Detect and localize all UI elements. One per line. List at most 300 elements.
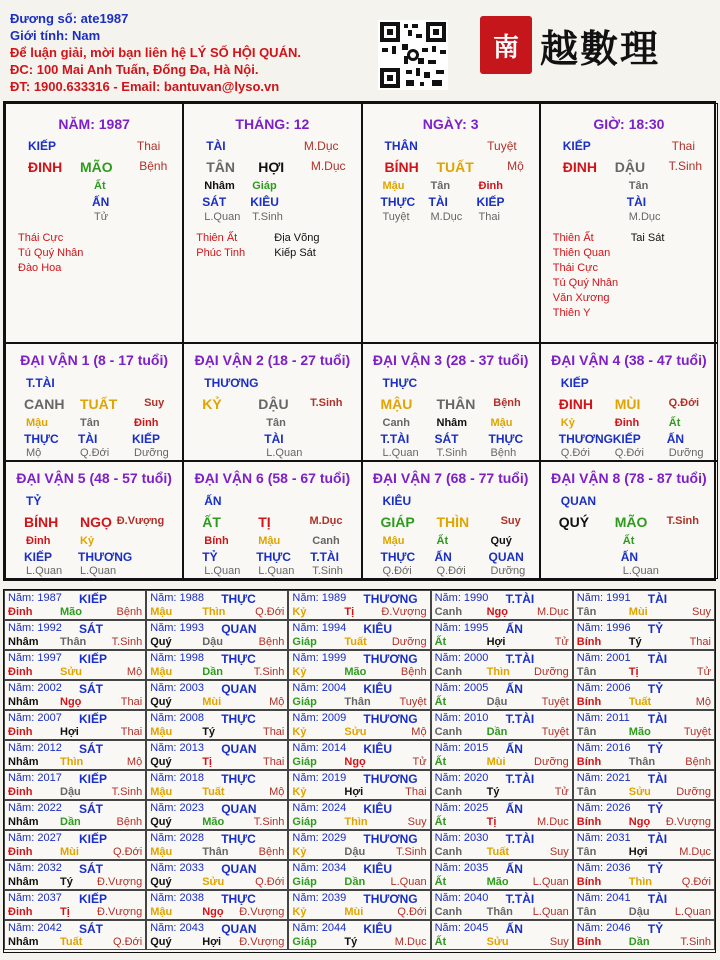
year-cell [4, 740, 146, 770]
year-label: Năm: 2037 [8, 892, 62, 904]
year-label: Năm: 2025 [434, 802, 489, 814]
year-chi: Mão [60, 606, 82, 618]
year-label: Năm: 1998 [150, 652, 204, 664]
pillar-top-star: KIẾP [28, 139, 57, 153]
year-star: THỰC [221, 892, 256, 906]
dai-van-hidden: Ất [622, 535, 635, 547]
year-can: Kỷ [292, 666, 307, 678]
year-cell [146, 830, 288, 860]
year-star: SÁT [79, 862, 103, 876]
year-label: Năm: 2040 [434, 892, 489, 904]
year-star: THƯƠNG [363, 592, 418, 606]
year-chi: Ngọ [628, 816, 651, 828]
dai-van-chi: NGỌ [80, 514, 112, 530]
year-chi: Mùi [202, 696, 222, 708]
dai-van-title: ĐẠI VẬN 4 (38 - 47 tuổi) [551, 352, 707, 368]
dai-van-hidden: Kỷ [80, 535, 95, 547]
year-can: Bính [576, 636, 602, 648]
year-cell [431, 710, 573, 740]
year-ts: Q.Đới [112, 846, 143, 858]
brand-logo: 越數理 [540, 26, 661, 71]
year-ts: Thai [689, 636, 711, 648]
year-cell [4, 590, 146, 620]
year-can: Mậu [150, 786, 173, 798]
year-can: Tân [576, 846, 597, 858]
year-cell [288, 710, 430, 740]
pillar-cell [183, 103, 361, 343]
pillar-top-star: KIẾP [562, 139, 591, 153]
year-can: Tân [576, 906, 597, 918]
year-row [4, 860, 715, 890]
pillar-can: BÍNH [384, 159, 419, 175]
year-chi: Thìn [202, 606, 226, 618]
pillar-chi-ts: Bệnh [139, 159, 168, 173]
hidden-star: TÀI [626, 195, 647, 209]
year-can: Ất [434, 816, 447, 828]
annual-luck-table [3, 589, 716, 953]
dai-van-can: GIÁP [380, 514, 415, 530]
year-star: KIÊU [363, 862, 393, 876]
year-label: Năm: 2028 [150, 832, 204, 844]
year-cell [573, 770, 715, 800]
dai-van-hidden-ts: Q.Đới [382, 565, 412, 577]
year-star: T.TÀI [505, 892, 535, 906]
year-label: Năm: 1992 [8, 622, 62, 634]
year-star: KIÊU [363, 742, 393, 756]
year-ts: Mộ [126, 756, 143, 768]
year-ts: Tuyệt [399, 696, 427, 708]
auxiliary-star: Kiếp Sát [274, 247, 316, 259]
year-star: ẤN [505, 802, 523, 816]
dai-van-hidden: Bính [204, 535, 229, 547]
address-line: ĐC: 100 Mai Anh Tuấn, Đống Đa, Hà Nội. [10, 62, 259, 77]
year-label: Năm: 1994 [292, 622, 347, 634]
year-label: Năm: 1995 [434, 622, 489, 634]
year-label: Năm: 2016 [576, 742, 631, 754]
year-can: Nhâm [8, 816, 39, 828]
year-chi: Ngọ [486, 606, 508, 618]
dai-van-can: KỶ [202, 396, 222, 412]
year-can: Đinh [8, 666, 33, 678]
dai-van-can: MẬU [380, 396, 413, 412]
dai-van-hidden-star: ẤN [620, 550, 639, 564]
pillar-chi-ts: M.Dục [310, 159, 346, 173]
year-chi: Tý [344, 936, 358, 948]
dai-van-title: ĐẠI VẬN 7 (68 - 77 tuổi) [372, 470, 529, 486]
year-can: Đinh [8, 606, 33, 618]
year-chi: Sửu [60, 666, 83, 678]
year-cell [431, 920, 573, 950]
year-cell [573, 590, 715, 620]
year-ts: Thai [120, 726, 143, 738]
year-star: QUAN [221, 862, 257, 876]
dai-van-hidden: Quý [490, 535, 512, 547]
year-can: Canh [434, 726, 463, 738]
dai-van-title: ĐẠI VẬN 3 (28 - 37 tuổi) [372, 352, 529, 368]
year-cell [431, 590, 573, 620]
hidden-stem: Giáp [252, 180, 277, 192]
year-cell [288, 740, 430, 770]
year-label: Năm: 2017 [8, 772, 62, 784]
year-star: THƯƠNG [363, 652, 418, 666]
year-can: Quý [150, 816, 172, 828]
year-label: Năm: 2009 [292, 712, 347, 724]
year-can: Canh [434, 906, 463, 918]
year-star: TỶ [647, 802, 664, 816]
year-ts: Tử [554, 636, 569, 648]
year-can: Quý [150, 756, 172, 768]
year-cell [431, 770, 573, 800]
year-can: Mậu [150, 666, 173, 678]
year-chi: Sửu [486, 936, 509, 948]
year-label: Năm: 2021 [576, 772, 631, 784]
year-can: Đinh [8, 726, 33, 738]
year-can: Giáp [292, 696, 317, 708]
dai-van-hidden-star: ẤN [434, 550, 452, 564]
year-chi: Thân [486, 906, 513, 918]
year-ts: Bệnh [258, 846, 285, 858]
dai-van-hidden-ts: L.Quan [26, 565, 63, 577]
year-ts: Mộ [269, 786, 285, 798]
auxiliary-star: Phúc Tinh [196, 247, 246, 259]
year-ts: Đ.Vượng [381, 606, 427, 618]
hidden-stem: Tân [628, 180, 649, 192]
year-can: Nhâm [8, 756, 39, 768]
dai-van-hidden: Tân [80, 417, 100, 429]
year-cell [288, 860, 430, 890]
year-star: THƯƠNG [363, 712, 418, 726]
year-cell [4, 770, 146, 800]
year-label: Năm: 2015 [434, 742, 489, 754]
year-cell [573, 710, 715, 740]
dai-van-hidden-star: SÁT [434, 432, 459, 446]
dai-van-hidden-star: T.TÀI [310, 550, 339, 564]
dai-van-hidden-ts: Q.Đới [560, 447, 590, 459]
year-star: KIÊU [363, 802, 393, 816]
year-star: TỶ [647, 682, 664, 696]
year-cell [431, 680, 573, 710]
pillar-cell [362, 103, 540, 343]
year-label: Năm: 1990 [434, 592, 489, 604]
year-cell [573, 890, 715, 920]
year-cell [573, 860, 715, 890]
year-chi: Dần [486, 726, 508, 738]
year-ts: Tuyệt [541, 696, 569, 708]
year-chi: Tuất [486, 846, 509, 858]
dai-van-hidden-ts: Q.Đới [614, 447, 644, 459]
year-cell [146, 770, 288, 800]
pillar-chi: HỢI [258, 159, 285, 175]
year-star: THƯƠNG [363, 772, 418, 786]
dai-van-can: BÍNH [24, 514, 59, 530]
hidden-ts: L.Quan [204, 211, 241, 223]
hidden-star: KIẾP [476, 195, 505, 209]
year-can: Mậu [150, 906, 173, 918]
auxiliary-star: Đào Hoa [18, 262, 62, 274]
dai-van-star: THỰC [382, 376, 418, 390]
year-star: ẤN [505, 742, 523, 756]
year-can: Giáp [292, 636, 317, 648]
year-ts: Thai [262, 756, 285, 768]
year-ts: L.Quan [674, 906, 711, 918]
dai-van-hidden-star: TÀI [78, 432, 98, 446]
hidden-star: ẤN [92, 195, 110, 209]
year-can: Canh [434, 846, 463, 858]
year-can: Giáp [292, 756, 317, 768]
year-label: Năm: 1996 [576, 622, 631, 634]
year-label: Năm: 1999 [292, 652, 347, 664]
year-row [4, 770, 715, 800]
year-label: Năm: 2020 [434, 772, 489, 784]
year-star: KIẾP [79, 832, 108, 846]
year-cell [288, 680, 430, 710]
year-star: QUAN [221, 682, 257, 696]
hidden-star: THỰC [380, 195, 416, 209]
year-label: Năm: 1987 [8, 592, 62, 604]
year-chi: Sửu [628, 786, 651, 798]
dai-van-chi: DẬU [258, 396, 289, 412]
year-row [4, 650, 715, 680]
year-ts: Đ.Vượng [97, 906, 143, 918]
dai-van-hidden-star: THƯƠNG [558, 432, 613, 446]
year-chi: Thìn [60, 756, 84, 768]
dai-van-hidden-ts: T.Sinh [436, 447, 468, 459]
year-cell [573, 800, 715, 830]
auxiliary-star: Thiên Y [552, 307, 591, 319]
pillar-chi: TUẤT [436, 159, 474, 175]
year-star: SÁT [79, 922, 103, 936]
dai-van-hidden-star: TÀI [264, 432, 284, 446]
year-star: THỰC [221, 832, 256, 846]
dai-van-ts: T.Sinh [666, 515, 699, 527]
year-chi: Mùi [628, 606, 648, 618]
year-ts: Tử [696, 666, 711, 678]
dai-van-hidden-star: THỰC [488, 432, 524, 446]
year-cell [4, 800, 146, 830]
year-label: Năm: 1989 [292, 592, 347, 604]
dai-van-hidden: Mậu [26, 417, 48, 429]
year-chi: Thìn [628, 876, 653, 888]
year-chi: Hợi [628, 846, 648, 858]
year-label: Năm: 2010 [434, 712, 489, 724]
auxiliary-star: Thiên Ất [196, 232, 238, 244]
year-star: THỰC [221, 712, 256, 726]
year-chi: Hợi [486, 636, 506, 648]
dai-van-hidden-ts: L.Quan [382, 447, 419, 459]
year-chi: Ngọ [344, 756, 366, 768]
dai-van-chi: THÌN [436, 514, 470, 530]
dai-van-hidden-star: KIẾP [612, 432, 641, 446]
pillar-cell [5, 103, 183, 343]
dai-van-cell [183, 461, 361, 579]
year-can: Nhâm [8, 636, 39, 648]
year-cell [146, 710, 288, 740]
year-star: TÀI [647, 712, 668, 726]
dai-van-hidden-star: KIẾP [24, 550, 53, 564]
client-info [10, 10, 301, 95]
year-can: Tân [576, 606, 597, 618]
year-chi: Mão [202, 816, 225, 828]
year-can: Đinh [8, 786, 33, 798]
year-can: Mậu [150, 726, 173, 738]
year-chi: Tý [486, 786, 500, 798]
hidden-ts: Tử [94, 211, 109, 223]
pillar-top-star: THÂN [384, 139, 418, 153]
dai-van-hidden: Canh [382, 417, 410, 429]
year-cell [431, 830, 573, 860]
year-can: Quý [150, 936, 172, 948]
brand-seal: 南 [480, 16, 532, 74]
pillar-top-ts: Tuyệt [487, 139, 517, 153]
year-row [4, 830, 715, 860]
year-cell [146, 620, 288, 650]
year-chi: Hợi [344, 786, 364, 798]
year-can: Mậu [150, 606, 173, 618]
dai-van-title: ĐẠI VẬN 5 (48 - 57 tuổi) [16, 470, 172, 486]
year-ts: Tử [412, 756, 427, 768]
dai-van-can: CANH [24, 396, 65, 412]
year-can: Giáp [292, 816, 317, 828]
auxiliary-star: Tai Sát [630, 232, 665, 244]
year-ts: Bệnh [258, 636, 285, 648]
year-chi: Tuất [344, 636, 367, 648]
dai-van-ts: M.Dục [309, 515, 343, 527]
year-chi: Tị [202, 756, 212, 768]
year-chi: Tý [60, 876, 73, 888]
year-cell [431, 890, 573, 920]
dai-van-chi: THÂN [436, 396, 476, 412]
year-can: Kỷ [292, 906, 307, 918]
year-ts: Q.Đới [397, 906, 427, 918]
year-ts: M.Dục [537, 816, 569, 828]
year-can: Ất [434, 636, 447, 648]
year-chi: Mùi [60, 846, 79, 858]
year-chi: Tị [486, 816, 497, 828]
year-star: ẤN [505, 862, 523, 876]
pillar-top-star: TÀI [206, 139, 226, 153]
year-star: TỶ [647, 862, 664, 876]
year-chi: Hợi [202, 936, 222, 948]
year-chi: Dần [60, 816, 81, 828]
year-chi: Mùi [486, 756, 506, 768]
year-label: Năm: 2012 [8, 742, 62, 754]
year-cell [146, 740, 288, 770]
dai-van-hidden-star: THỰC [380, 550, 416, 564]
dai-van-title: ĐẠI VẬN 6 (58 - 67 tuổi) [194, 470, 351, 486]
dai-van-star: T.TÀI [26, 376, 55, 390]
year-can: Mậu [150, 846, 173, 858]
year-cell [4, 860, 146, 890]
year-star: QUAN [221, 802, 257, 816]
pillar-chi: MÃO [80, 159, 113, 175]
year-star: T.TÀI [505, 592, 535, 606]
dai-van-hidden-ts: L.Quan [258, 565, 295, 577]
dai-van-hidden-ts: L.Quan [204, 565, 241, 577]
year-star: SÁT [79, 742, 103, 756]
year-can: Ất [434, 756, 447, 768]
year-cell [431, 860, 573, 890]
dai-van-cell [362, 343, 540, 461]
year-label: Năm: 2036 [576, 862, 631, 874]
year-star: TÀI [647, 652, 668, 666]
year-star: KIẾP [79, 892, 108, 906]
year-chi: Mão [344, 666, 367, 678]
year-chi: Tý [202, 726, 216, 738]
auxiliary-star: Thiên Ất [552, 232, 594, 244]
year-chi: Mão [628, 726, 651, 738]
year-star: THỰC [221, 592, 256, 606]
year-label: Năm: 2006 [576, 682, 631, 694]
year-can: Đinh [8, 846, 33, 858]
year-label: Năm: 2035 [434, 862, 489, 874]
year-star: T.TÀI [505, 772, 535, 786]
year-chi: Thìn [486, 666, 510, 678]
auxiliary-star: Tú Quý Nhân [552, 277, 619, 289]
year-chi: Ngọ [60, 696, 82, 708]
pillar-can: ĐINH [562, 159, 597, 175]
hidden-ts: Thai [478, 211, 500, 223]
year-cell [573, 650, 715, 680]
year-can: Bính [576, 816, 602, 828]
year-cell [4, 620, 146, 650]
year-ts: Suy [692, 606, 711, 618]
dai-van-hidden-ts: L.Quan [266, 447, 303, 459]
year-label: Năm: 2002 [8, 682, 62, 694]
year-can: Ất [434, 876, 447, 888]
dai-van-hidden-ts: T.Sinh [312, 565, 343, 577]
hidden-stem: Mậu [382, 180, 405, 192]
pillar-top-ts: Thai [136, 139, 161, 153]
year-chi: Tý [628, 636, 642, 648]
pillar-can: ĐINH [28, 159, 63, 175]
year-label: Năm: 2029 [292, 832, 347, 844]
year-label: Năm: 2039 [292, 892, 347, 904]
hidden-ts: M.Dục [628, 211, 661, 223]
year-ts: Mộ [695, 696, 711, 708]
dai-van-hidden-ts: Dưỡng [490, 565, 526, 577]
year-star: ẤN [505, 922, 523, 936]
year-can: Nhâm [8, 936, 39, 948]
qr-code-icon[interactable] [378, 20, 448, 90]
auxiliary-star: Địa Võng [274, 232, 320, 244]
year-ts: Dưỡng [534, 756, 569, 768]
year-chi: Dậu [344, 846, 366, 858]
year-ts: M.Dục [537, 606, 569, 618]
dai-van-chi: MÙI [614, 396, 641, 412]
year-star: T.TÀI [505, 712, 535, 726]
dai-van-star: QUAN [560, 494, 597, 508]
year-chi: Thân [344, 696, 371, 708]
year-cell [431, 650, 573, 680]
dai-van-hidden-star: THỰC [256, 550, 291, 564]
dai-van-hidden: Mậu [490, 417, 513, 429]
year-star: TÀI [647, 772, 668, 786]
year-label: Năm: 2011 [576, 712, 630, 724]
year-cell [573, 830, 715, 860]
year-can: Ất [434, 696, 447, 708]
year-chi: Tuất [202, 786, 225, 798]
dai-van-hidden: Đinh [614, 417, 640, 429]
year-label: Năm: 2019 [292, 772, 347, 784]
dai-van-hidden: Canh [312, 535, 340, 547]
year-cell [288, 890, 430, 920]
year-star: KIẾP [79, 712, 108, 726]
dai-van-hidden: Nhâm [436, 417, 468, 429]
dai-van-can: ĐINH [558, 396, 593, 412]
year-chi: Tuất [628, 696, 652, 708]
dai-van-hidden-star: T.TÀI [380, 432, 410, 446]
year-label: Năm: 2022 [8, 802, 62, 814]
